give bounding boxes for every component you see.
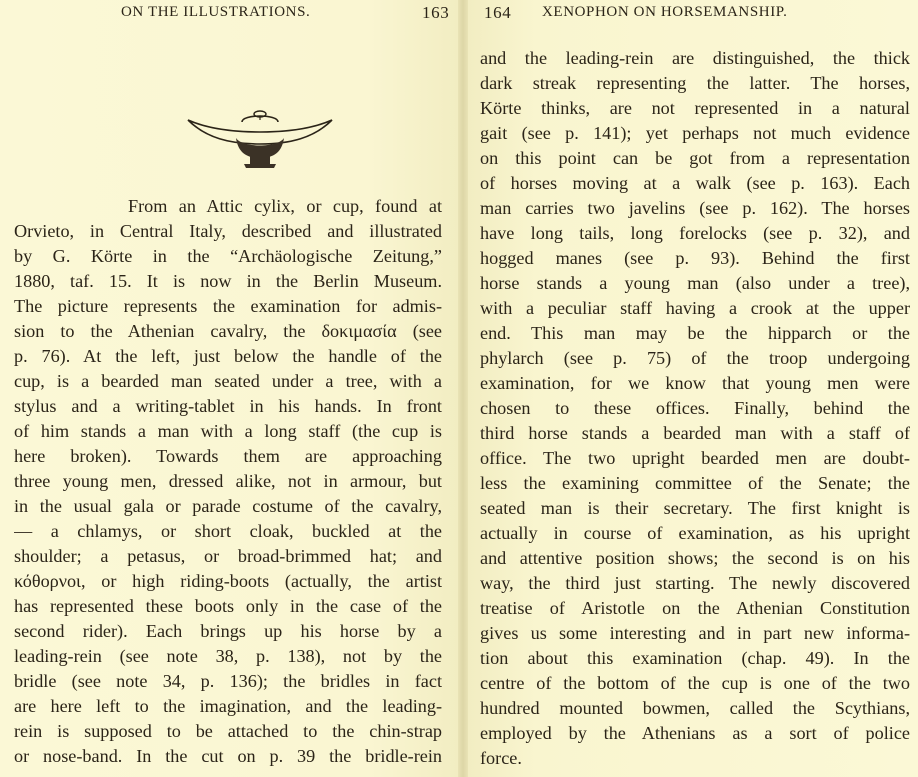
text-line: leading-rein (see note 38, p. 138), not by the <box>14 646 442 666</box>
text-line: force. <box>480 748 522 768</box>
left-page-number: 163 <box>422 3 450 22</box>
text-line: gait (see p. 141); yet perhaps not much evidence <box>480 123 910 143</box>
left-page-body <box>14 194 442 769</box>
text-line: end. This man may be the hipparch or the <box>480 323 910 343</box>
text-line: here broken). Towards them are approaching <box>14 446 442 466</box>
text-line: or nose-band. In the cut on p. 39 the bridle-rein <box>14 746 442 766</box>
text-line: sion to the Athenian cavalry, the δοκιμασία (see <box>14 321 442 341</box>
text-line: less the examining committee of the Senate; the <box>480 473 910 493</box>
text-line: shoulder; a petasus, or broad-brimmed hat; and <box>14 546 442 566</box>
left-running-title: ON THE ILLUSTRATIONS. <box>121 4 311 20</box>
text-line: in the usual gala or parade costume of the cavalry, <box>14 496 442 516</box>
text-line: seated man is their secretary. The first knight is <box>480 498 910 518</box>
left-page <box>0 0 458 777</box>
text-line: dark streak representing the latter. The horses, <box>480 73 910 93</box>
text-line: rein is supposed to be attached to the chin-strap <box>14 721 442 741</box>
text-line: phylarch (see p. 75) of the troop undergoing <box>480 348 910 368</box>
text-line: way, the third just starting. The newly discovered <box>480 573 910 593</box>
text-line: second rider). Each brings up his horse by a <box>14 621 442 641</box>
text-line: of him stands a man with a long staff (the cup is <box>14 421 442 441</box>
text-line: bridle (see note 34, p. 136); the bridles in fact <box>14 671 442 691</box>
text-line: 1880, taf. 15. It is now in the Berlin Museum. <box>14 271 442 291</box>
text-line: Orvieto, in Central Italy, described and illustrated <box>14 221 442 241</box>
text-line: centre of the bottom of the cup is one of the two <box>480 673 910 693</box>
text-line: cup, is a bearded man seated under a tree, with a <box>14 371 442 391</box>
right-page <box>468 0 918 777</box>
text-line: with a peculiar staff having a crook at the upper <box>480 298 910 318</box>
right-page-number: 164 <box>484 3 512 22</box>
right-page-body <box>480 46 910 771</box>
text-line: and attentive position shows; the second is on his <box>480 548 910 568</box>
text-line: chosen to these offices. Finally, behind the <box>480 398 910 418</box>
text-line: horse stands a young man (also under a tree), <box>480 273 910 293</box>
right-running-title: XENOPHON ON HORSEMANSHIP. <box>542 4 788 20</box>
text-line: p. 76). At the left, just below the handle of the <box>14 346 442 366</box>
text-line: The picture represents the examination for admis- <box>14 296 442 316</box>
text-line: employed by the Athenians as a sort of police <box>480 723 910 743</box>
text-line: — a chlamys, or short cloak, buckled at the <box>14 521 442 541</box>
text-line: examination, for we know that young men were <box>480 373 910 393</box>
text-line: κόθορνοι, or high riding-boots (actually, the artist <box>14 571 442 591</box>
text-line: third horse stands a bearded man with a staff of <box>480 423 910 443</box>
text-line: on this point can be got from a representation <box>480 148 910 168</box>
text-line: are here left to the imagination, and the leading- <box>14 696 442 716</box>
text-line: hundred mounted bowmen, called the Scythians, <box>480 698 910 718</box>
text-line: gives us some interesting and in part new informa- <box>480 623 910 643</box>
text-line: Körte thinks, are not represented in a natural <box>480 98 910 118</box>
text-line: by G. Körte in the “Archäologische Zeitung,” <box>14 246 442 266</box>
text-line: three young men, dressed alike, not in armour, but <box>14 471 442 491</box>
text-line: of horses moving at a walk (see p. 163). Each <box>480 173 910 193</box>
cylix-illustration <box>186 108 334 170</box>
text-line: From an Attic cylix, or cup, found at <box>128 196 442 216</box>
right-running-head <box>480 0 910 30</box>
text-line: tion about this examination (chap. 49). In the <box>480 648 910 668</box>
text-line: hogged manes (see p. 93). Behind the first <box>480 248 910 268</box>
text-line: actually in course of examination, as his upright <box>480 523 910 543</box>
text-line: and the leading-rein are distinguished, the thick <box>480 48 910 68</box>
text-line: has represented these boots only in the case of the <box>14 596 442 616</box>
text-line: have long tails, long forelocks (see p. 32), and <box>480 223 910 243</box>
text-line: office. The two upright bearded men are doubt- <box>480 448 910 468</box>
text-line: treatise of Aristotle on the Athenian Constitution <box>480 598 910 618</box>
book-gutter <box>458 0 468 777</box>
left-running-head <box>14 0 450 30</box>
text-line: man carries two javelins (see p. 162). The horses <box>480 198 910 218</box>
text-line: stylus and a writing-tablet in his hands. In front <box>14 396 442 416</box>
